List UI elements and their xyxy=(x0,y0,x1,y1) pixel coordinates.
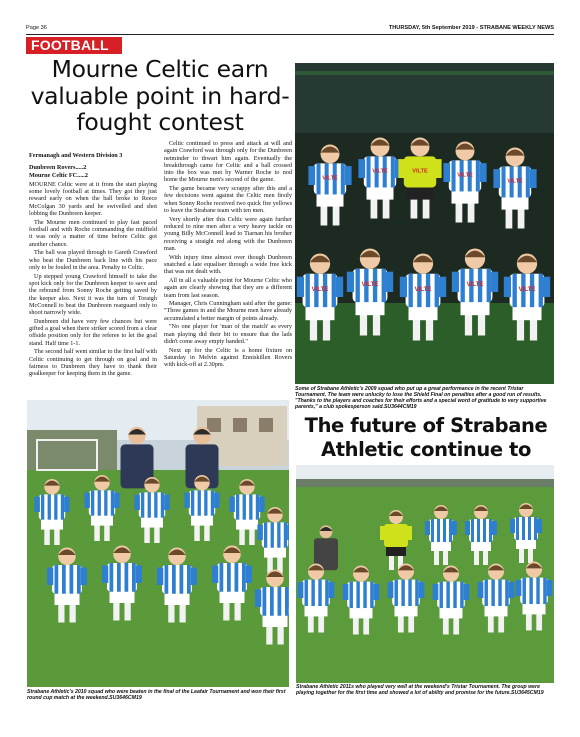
sponsor-logo: VILTE xyxy=(372,168,388,175)
sponsor-logo: VILTE xyxy=(322,175,338,182)
league-name: Fermanagh and Western Division 3 xyxy=(29,152,123,159)
paragraph: The second half went similar to the first half with Celtic continuing to get through on goal and in fairness to Dunbreen they have to thank their goalkeeper for keeping them in the game. xyxy=(29,348,157,378)
paragraph: The game became very scrappy after this and a few decisions went against the Celtic men firstly when Sonny Roche received two quick fire yellows to leave the Strabane team with ten men. xyxy=(164,185,292,215)
paragraph: Dunbreen did have very few chances but were gifted a goal when there striker scored from a clear offside position only for the referee to let the goal stand. Half time 1-1. xyxy=(29,317,157,347)
photo-caption-2009: Some of Strabane Athletic's 2009 squad who put up a great performance in the recent Tristar Tournament. The team were unlucky to lose the Shield Final on penalties after a good run of results. "Thanks to the players and coaches for their efforts and a special word of gratitude to very supportive parents," a club spokesperson said.SU3644CM19 xyxy=(295,386,547,411)
paragraph: Next up for the Celtic is a home fixture on Saturday in Melvin against Enniskillen Rovers with kick-off at 2.30pm. xyxy=(164,346,292,369)
article-column-1 xyxy=(29,152,157,379)
paragraph: Very shortly after this Celtic were again further reduced to nine men after a very heavy tackle on young Billy McConnell lead to Tiarnan his brother receiving a straight red along with the Dunbreen man. xyxy=(164,215,292,252)
photo-caption-2010: Strabane Athletic's 2010 squad who were beaten in the final of the Leafair Tournament and won their first round cup match at the weekend.SU3646CM19 xyxy=(27,689,286,702)
paragraph: MOURNE Celtic were at it from the start playing some lovely football at times. They got they just reward early on when the ball broke to Reece McColgan 30 yards and he swivelled and shot lobbing the Dunbreen keeper. xyxy=(29,180,157,218)
photo-caption-2011: Strabane Athletic 2011s who played very well at the weekend's Tristar Tournament. The group were playing together for the first time and showed a lot of ability and promise for the future.SU3645CM19 xyxy=(296,684,544,697)
page-header xyxy=(26,22,554,34)
paragraph: With injury time almost over though Dunbreen snatched a late equaliser through a wide free kick that was not dealt with. xyxy=(164,253,292,276)
page-number: Page 36 xyxy=(26,25,47,31)
article-headline: Mourne Celtic earn valuable point in hard-fought contest xyxy=(30,55,290,136)
section-label: FOOTBALL xyxy=(26,37,122,54)
paragraph: The Mourne men continued to play fast paced football and with Roche commanding the midfield it was only a matter of time before Celtic got another chance. xyxy=(29,218,157,248)
sponsor-logo: VILTE xyxy=(311,286,329,294)
header-rule xyxy=(26,34,554,35)
sponsor-logo: VILTE xyxy=(457,172,473,179)
paragraph: Celtic continued to press and attack at will and again Crawford was through only for the Dunbreen netminder to thwart him again. Eventually the breakthrough came for Celtic and a ball crossed into the box was met by Warner Roche to nod home the Mourne men's second of the game. xyxy=(164,140,292,184)
sponsor-logo: VILTE xyxy=(414,286,432,294)
paragraph: The ball was played through to Gareth Crawford who beat the Dunbreen back line with his pace only to be fouled in the area. Penalty to Celtic. xyxy=(29,249,157,271)
score-away: Mourne Celtic FC.....2 xyxy=(29,171,88,179)
score-home: Dunbreen Rovers.....2 xyxy=(29,164,87,172)
article-column-2 xyxy=(164,140,292,370)
paragraph: All in all a valuable point for Mourne Celtic who again are clearly showing that they are a different team from last season. xyxy=(164,276,292,299)
sponsor-logo: VILTE xyxy=(466,281,484,289)
team-photo-2009-squad xyxy=(295,63,554,384)
sponsor-logo: VILTE xyxy=(412,168,428,175)
paragraph: "No one player for 'man of the match' as every man playing did their bit to ensure that the lads didn't come away empty handed." xyxy=(164,323,292,346)
sponsor-logo: VILTE xyxy=(361,281,379,289)
sponsor-logo: VILTE xyxy=(507,178,523,185)
paragraph: Manager, Chris Cunningham said after the game: "Three games in and the Mourne men have already accumulated a better margin of points already. xyxy=(164,300,292,322)
paragraph: Up stepped young Crawford himself to take the spot kick only for the Dunbreen keeper to save and the rebound from Sonny Roche getting saved by the keeper also. Next it was the turn of Toraigh McConnell to beat the Dunbreen rearguard only to shoot narrowly wide. xyxy=(29,272,157,317)
article2-headline: The future of Strabane Athletic continue to xyxy=(304,414,548,461)
team-photo-2011s xyxy=(296,465,554,683)
dateline: THURSDAY, 5th September 2019 - STRABANE WEEKLY NEWS xyxy=(388,25,554,31)
sponsor-logo: VILTE xyxy=(518,286,536,294)
team-photo-2010-squad xyxy=(27,400,289,687)
